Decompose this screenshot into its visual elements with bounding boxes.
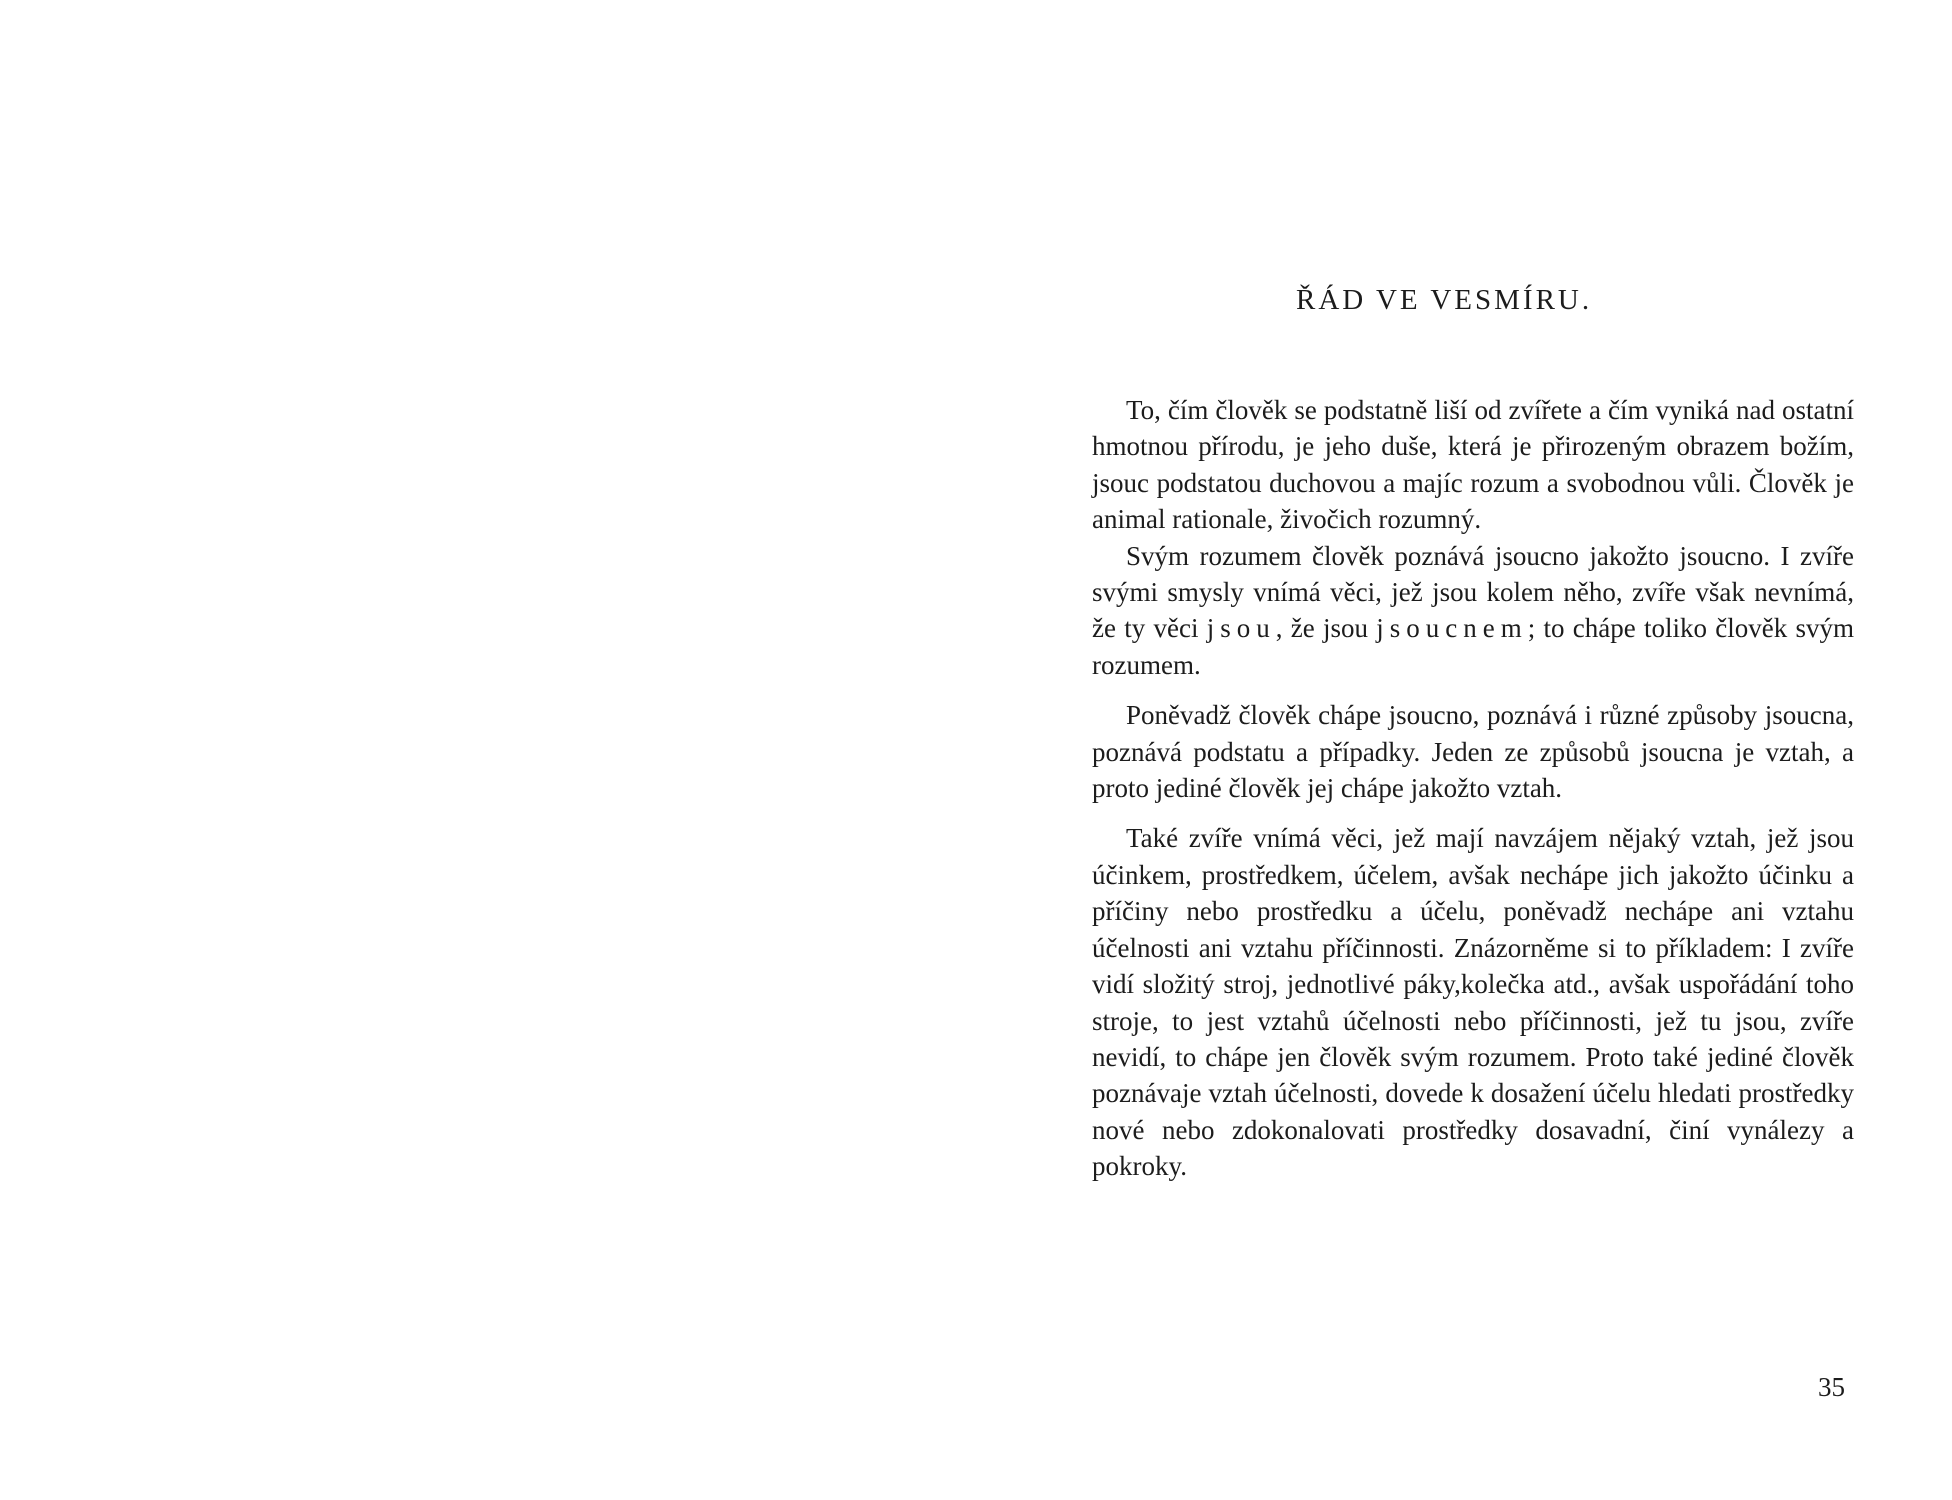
paragraph-2-text-after: ; to chápe toliko člověk svým rozumem.	[1092, 613, 1854, 680]
emphasized-word-jsou: jsou	[1206, 613, 1276, 644]
paragraph-3: Poněvadž člověk chápe jsoucno, poznává i různé způsoby jsoucna, poznává podstatu a případky. Jeden ze způsobů jsoucna je vztah, a proto jediné člověk jej chápe jakožto vztah.	[1092, 700, 1854, 804]
emphasized-word-jsoucnem: jsoucnem	[1376, 613, 1528, 644]
body-text	[1092, 392, 1854, 1185]
paragraph-1: To, čím člověk se podstatně liší od zvířete a čím vyniká nad ostatní hmotnou přírodu, je jeho duše, která je přirozeným obrazem božím, jsouc podstatou duchovou a majíc rozum a svobodnou vůli. Člověk je animal rationale, živočich rozumný.	[1092, 395, 1854, 535]
paragraph-4: Také zvíře vnímá věci, jež mají navzájem nějaký vztah, jež jsou účinkem, prostředkem, účelem, avšak nechápe jich jakožto účinku a příčiny nebo prostředku a účelu, poněvadž nechápe ani vztahu účelnosti ani vztahu příčinnosti. Znázorněme si to příkladem: I zvíře vidí složitý stroj, jednotlivé páky,kolečka atd., avšak uspořádání toho stroje, to jest vztahů účelnosti nebo příčinnosti, jež tu jsou, zvíře nevidí, to chápe jen člověk svým rozumem. Proto také jediné člověk poznávaje vztah účelnosti, dovede k dosažení účelu hledati prostředky nové nebo zdokonalovati prostředky dosavadní, činí vynálezy a pokroky.	[1092, 823, 1854, 1182]
paragraph-2-text-middle: , že jsou	[1275, 613, 1377, 644]
paragraph-2	[1092, 538, 1854, 684]
page-number: 35	[1818, 1372, 1845, 1402]
paragraph-2-text-before: Svým rozumem člověk poznává jsoucno jakožto jsoucno. I zvíře svými smysly vnímá věci, jež jsou kolem něho, zvíře však nevnímá, že ty věci	[1092, 540, 1854, 644]
chapter-title: ŘÁD VE VESMÍRU.	[1296, 284, 1593, 316]
